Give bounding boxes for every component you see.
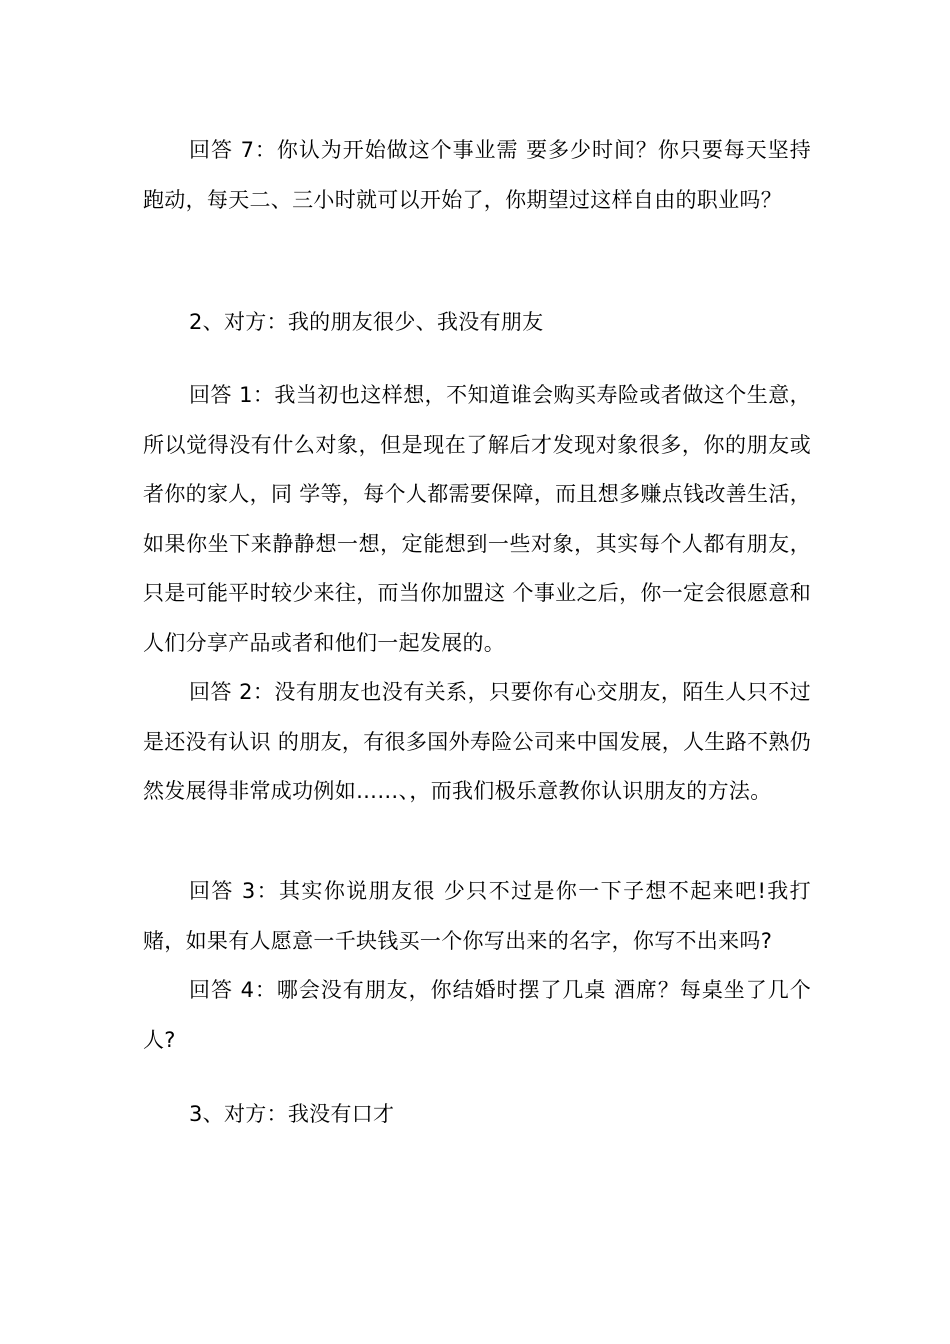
paragraph-answer-2: 回答 2：没有朋友也没有关系，只要你有心交朋友，陌生人只不过是还没有认识 的朋友，有很多国外寿险公司来中国发展，人生路不熟仍然发展得非常成功例如……、，而我们极乐意教你认识朋友的方法。 [143,680,811,803]
paragraph-answer-3: 回答 3：其实你说朋友很 少只不过是你一下子想不起来吧!我打赌，如果有人愿意一千块钱买一个你写出来的名字，你写不出来吗? [143,879,811,953]
paragraph-answer-4: 回答 4：哪会没有朋友，你结婚时摆了几桌 酒席？每桌坐了几个人? [143,978,811,1052]
section-heading-3: 3、对方：我没有口才 [189,1102,395,1126]
paragraph-answer-7: 回答 7：你认为开始做这个事业需 要多少时间？你只要每天坚持跑动，每天二、三小时就可以开始了，你期望过这样自由的职业吗？ [143,138,811,212]
section-heading-2: 2、对方：我的朋友很少、我没有朋友 [189,310,544,334]
paragraph-answer-1: 回答 1：我当初也这样想，不知道谁会购买寿险或者做这个生意，所以觉得没有什么对象，但是现在了解后才发现对象很多，你的朋友或者你的家人，同 学等，每个人都需要保障，而且想多赚点钱改善生活，如果你坐下来静静想一想，定能想到一些对象，其实每个人都有朋友，只是可能平时较少来往，而当你加盟这 个事业之后，你一定会很愿意和人们分享产品或者和他们一起发展的。 [143,383,811,655]
